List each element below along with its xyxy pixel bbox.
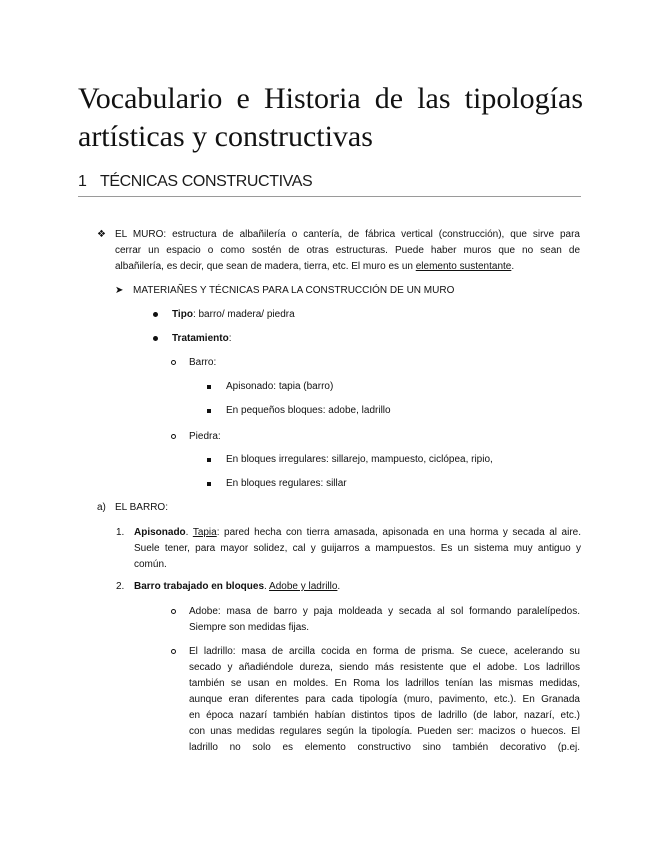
bloques-heading bbox=[134, 579, 574, 595]
list-letter-a: a) bbox=[97, 502, 106, 513]
ladrillo-paragraph bbox=[189, 644, 580, 756]
list-number-2: 2. bbox=[116, 581, 125, 592]
materiales-heading: MATERIAÑES Y TÉCNICAS PARA LA CONSTRUCCIÓN DE UN MURO bbox=[133, 285, 455, 296]
circle-bullet-icon bbox=[171, 360, 176, 365]
circle-bullet-icon bbox=[171, 434, 176, 439]
ladrillo-line-1: El ladrillo: masa de arcilla cocida en forma de prisma. Se cuece, acelerando su bbox=[189, 646, 580, 657]
apisonado-sep: . bbox=[185, 527, 193, 538]
list-number-1: 1. bbox=[116, 527, 125, 538]
ladrillo-line-3: también se usan en moldes. En Roma los ladrillos tenían las mismas medidas, bbox=[189, 678, 580, 689]
dot-bullet-icon bbox=[153, 336, 158, 341]
muro-line-3-text: albañilería, es decir, que sean de madera, tierra, etc. El muro es un bbox=[115, 261, 416, 272]
apisonado-line-2: Suele tener, para mayor solidez, cal y guijarros a mampuestos. Es un sistema muy antiguo y bbox=[134, 543, 581, 554]
tipo-value: : barro/ madera/ piedra bbox=[192, 309, 295, 320]
bloques-sep: . bbox=[264, 581, 270, 592]
muro-line-3 bbox=[115, 259, 580, 275]
piedra-sublabel: Piedra: bbox=[189, 431, 221, 442]
document-title bbox=[78, 80, 583, 156]
adobe-ladrillo-link[interactable]: Adobe y ladrillo bbox=[269, 581, 338, 592]
circle-bullet-icon bbox=[171, 609, 176, 614]
square-bullet-icon bbox=[207, 458, 211, 462]
adobe-line-2: Siempre son medidas fijas. bbox=[189, 622, 310, 633]
circle-bullet-icon bbox=[171, 649, 176, 654]
arrow-bullet-icon: ➤ bbox=[115, 285, 124, 296]
muro-line-1: EL MURO: estructura de albañilería o cantería, de fábrica vertical (construcción), que sirve para bbox=[115, 229, 580, 240]
ladrillo-line-5: en época nazarí también habían distintos tipos de ladrillo (de labor, nazarí, etc.) bbox=[189, 710, 580, 721]
tipo-line bbox=[172, 307, 572, 323]
section-heading bbox=[78, 172, 583, 192]
square-bullet-icon bbox=[207, 482, 211, 486]
apisonado-line-1 bbox=[134, 525, 581, 541]
section-divider bbox=[78, 196, 581, 197]
apisonado-paragraph bbox=[134, 525, 581, 573]
adobe-paragraph bbox=[189, 604, 580, 636]
square-bullet-icon bbox=[207, 409, 211, 413]
ladrillo-line-4: aunque eran diferentes para cada tipología (muro, pavimento, etc.). En Granada bbox=[189, 694, 580, 705]
section-number: 1 bbox=[78, 173, 87, 190]
apisonado-label: Apisonado bbox=[134, 527, 186, 538]
muro-line-2: cerrar un espacio o como sostén de otras estructuras. Puede haber muros que no sean de bbox=[115, 245, 580, 256]
tipo-label: Tipo bbox=[172, 309, 193, 320]
diamond-bullet-icon: ❖ bbox=[97, 229, 106, 240]
section-title: TÉCNICAS CONSTRUCTIVAS bbox=[100, 173, 313, 190]
dot-bullet-icon bbox=[153, 312, 158, 317]
ladrillo-line-7: ladrillo no solo es elemento constructivo sino también decorativo (p.ej. bbox=[189, 742, 580, 753]
tratamiento-line bbox=[172, 331, 572, 347]
barro-item-1: Apisonado: tapia (barro) bbox=[226, 381, 334, 392]
tapia-link[interactable]: Tapia bbox=[192, 527, 217, 538]
piedra-item-1: En bloques irregulares: sillarejo, mampuesto, ciclópea, ripio, bbox=[226, 454, 493, 465]
tratamiento-value: : bbox=[228, 333, 232, 344]
title-line-2: artísticas y constructivas bbox=[78, 120, 373, 153]
el-barro-heading: EL BARRO: bbox=[115, 502, 168, 513]
bloques-end: . bbox=[337, 581, 341, 592]
apisonado-line-3: común. bbox=[134, 559, 167, 570]
title-line-1: Vocabulario e Historia de las tipologías bbox=[78, 82, 583, 115]
ladrillo-line-2: secado y añadiéndole dureza, siendo más resistente que el adobe. Los ladrillos bbox=[189, 662, 580, 673]
bloques-label: Barro trabajado en bloques bbox=[134, 581, 265, 592]
barro-item-2: En pequeños bloques: adobe, ladrillo bbox=[226, 405, 391, 416]
ladrillo-line-6: con unas medidas regulares según la tipología. Pueden ser: macizos o huecos. El bbox=[189, 726, 580, 737]
adobe-line-1: Adobe: masa de barro y paja moldeada y secada al sol formando paralelípedos. bbox=[189, 606, 580, 617]
barro-sublabel: Barro: bbox=[189, 357, 217, 368]
muro-paragraph bbox=[115, 227, 580, 275]
muro-line-3-end: . bbox=[511, 261, 515, 272]
apisonado-line-1-text: : pared hecha con tierra amasada, apisonada en una horma y secada al aire. bbox=[216, 527, 581, 538]
square-bullet-icon bbox=[207, 385, 211, 389]
piedra-item-2: En bloques regulares: sillar bbox=[226, 478, 347, 489]
tratamiento-label: Tratamiento bbox=[172, 333, 229, 344]
elemento-sustentante-link[interactable]: elemento sustentante bbox=[415, 261, 512, 272]
